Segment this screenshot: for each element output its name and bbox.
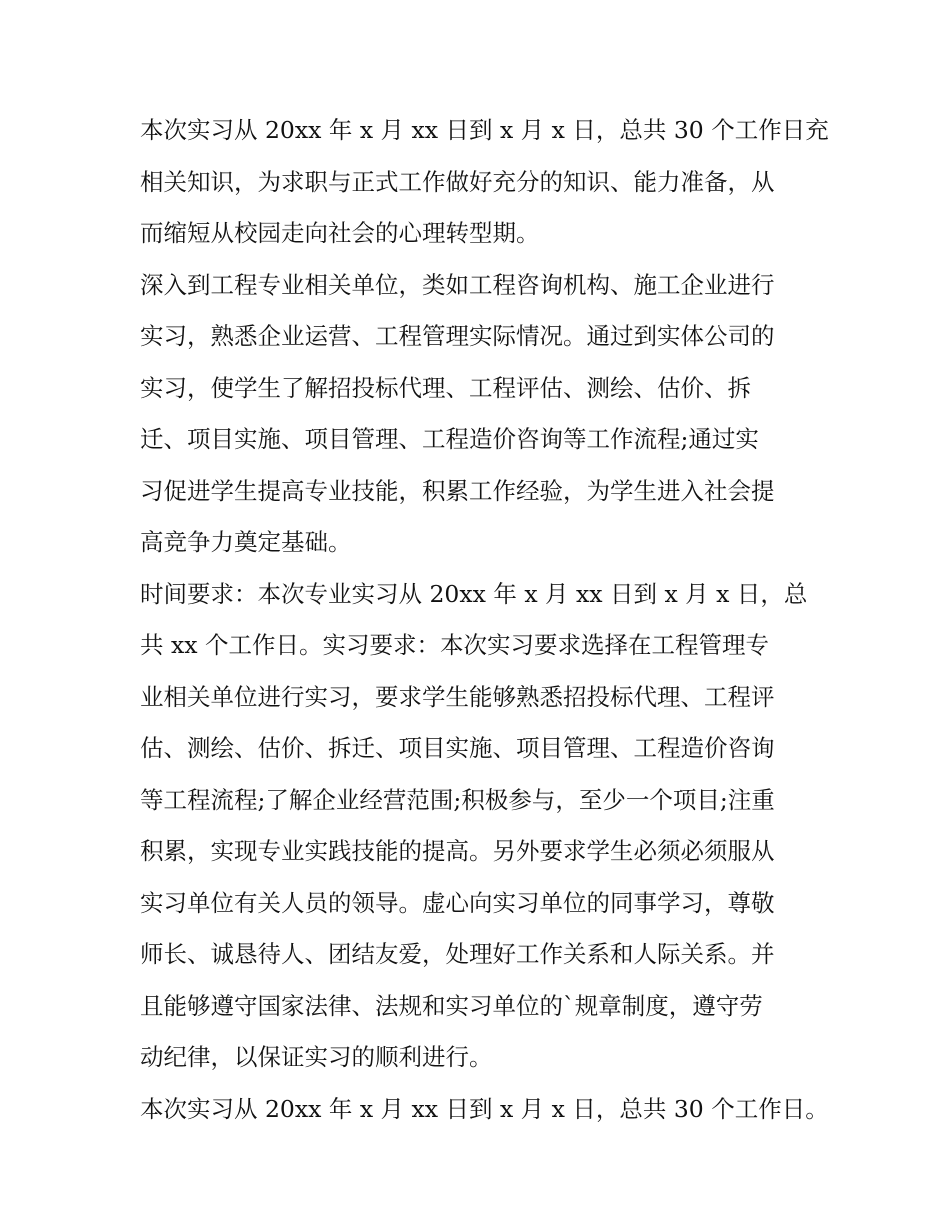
paragraph-line: 本次实习从 20xx 年 x 月 xx 日到 x 月 x 日，总共 30 个工作日充 [140,116,829,144]
paragraph-line: 动纪律，以保证实习的顺利进行。 [140,1043,493,1071]
paragraph-line: 师长、诚恳待人、团结友爱，处理好工作关系和人际关系。并 [140,940,775,968]
paragraph-line: 高竞争力奠定基础。 [140,528,352,556]
paragraph-line: 实习，使学生了解招投标代理、工程评估、测绘、估价、拆 [140,373,751,402]
paragraph-3 [140,569,820,1084]
paragraph-line: 实习，熟悉企业运营、工程管理实际情况。通过到实体公司的 [140,322,775,350]
paragraph-line: 相关知识，为求职与正式工作做好充分的知识、能力准备，从 [140,167,775,196]
paragraph-1 [140,105,829,260]
paragraph-line: 业相关单位进行实习，要求学生能够熟悉招投标代理、工程评 [140,682,775,711]
paragraph-2 [140,260,820,569]
paragraph-line: 时间要求：本次专业实习从 20xx 年 x 月 xx 日到 x 月 x 日，总 [140,579,808,608]
paragraph-4 [140,1084,829,1136]
document-body [140,105,829,1135]
paragraph-line: 习促进学生提高专业技能，积累工作经验，为学生进入社会提 [140,476,775,505]
paragraph-line: 而缩短从校园走向社会的心理转型期。 [140,219,540,247]
paragraph-line: 等工程流程;了解企业经营范围;积极参与，至少一个项目;注重 [140,785,775,814]
paragraph-line: 积累，实现专业实践技能的提高。另外要求学生必须必须服从 [140,837,775,865]
paragraph-line: 深入到工程专业相关单位，类如工程咨询机构、施工企业进行 [140,270,775,299]
paragraph-line: 共 xx 个工作日。实习要求：本次实习要求选择在工程管理专 [140,631,769,659]
paragraph-line: 估、测绘、估价、拆迁、项目实施、项目管理、工程造价咨询 [140,734,775,762]
paragraph-line: 迁、项目实施、项目管理、工程造价咨询等工作流程;通过实 [140,425,759,453]
paragraph-line: 且能够遵守国家法律、法规和实习单位的`规章制度，遵守劳 [140,991,763,1020]
paragraph-line: 实习单位有关人员的领导。虚心向实习单位的同事学习，尊敬 [140,888,775,917]
paragraph-line: 本次实习从 20xx 年 x 月 xx 日到 x 月 x 日，总共 30 个工作日。 [140,1094,829,1123]
